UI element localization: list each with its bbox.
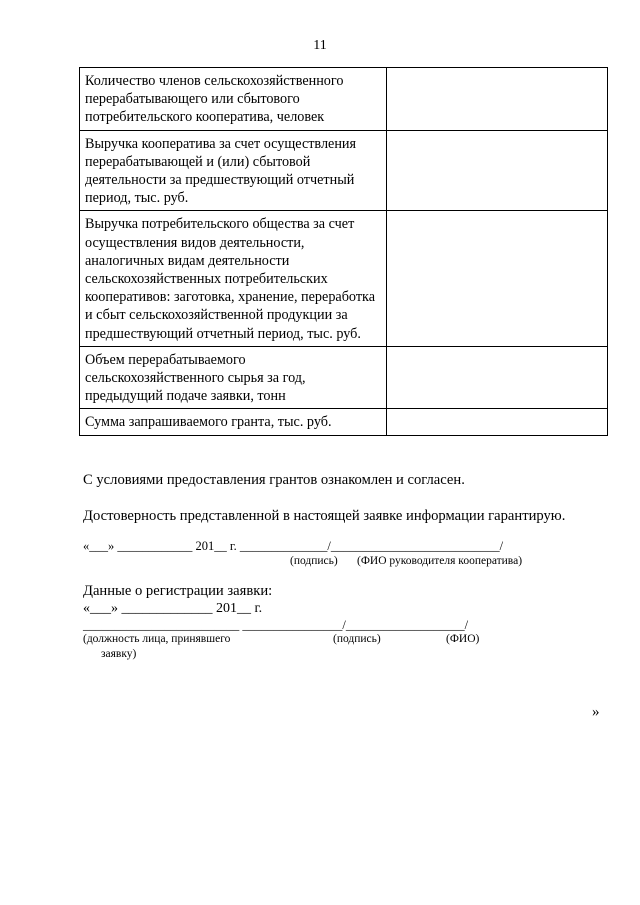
table-row bbox=[80, 130, 608, 211]
table-row bbox=[80, 346, 608, 409]
closing-quote-mark: » bbox=[592, 704, 600, 720]
row-value-members-count[interactable] bbox=[387, 68, 608, 131]
registration-signature-caption: (подпись) bbox=[333, 633, 381, 645]
guarantee-statement: Достоверность представленной в настоящей заявке информации гарантирую. bbox=[83, 508, 566, 524]
position-caption-continued: заявку) bbox=[101, 648, 137, 660]
table-row bbox=[80, 211, 608, 346]
page-number: 11 bbox=[313, 38, 327, 53]
row-label-cooperative-revenue: Выручка кооператива за счет осуществления перерабатывающей и (или) сбытовой деятельности за предшествующий отчетный период, тыс. руб. bbox=[80, 130, 387, 211]
signature-date-line[interactable]: «___» ____________ 201__ г. ______________/___________________________/ bbox=[83, 539, 504, 553]
position-caption: (должность лица, принявшего bbox=[83, 633, 231, 645]
registration-name-caption: (ФИО) bbox=[446, 633, 480, 645]
manager-name-caption: (ФИО руководителя кооператива) bbox=[357, 555, 523, 567]
row-value-raw-material-volume[interactable] bbox=[387, 346, 608, 409]
row-label-society-revenue: Выручка потребительского общества за счет осуществления видов деятельности, аналогичных видам деятельности сельскохозяйственных потребительских кооперативов: заготовка, хранение, переработка и сбыт сельскохозяйственной продукции за предшествующий отчетный период, тыс. руб. bbox=[80, 211, 387, 346]
row-value-society-revenue[interactable] bbox=[387, 211, 608, 346]
row-label-grant-amount: Сумма запрашиваемого гранта, тыс. руб. bbox=[80, 409, 387, 435]
table-row bbox=[80, 68, 608, 131]
row-value-cooperative-revenue[interactable] bbox=[387, 130, 608, 211]
agreement-statement: С условиями предоставления грантов ознакомлен и согласен. bbox=[83, 472, 465, 488]
registration-date-line[interactable]: «___» _____________ 201__ г. bbox=[83, 601, 263, 616]
signature-caption: (подпись) bbox=[290, 555, 338, 567]
row-label-members-count: Количество членов сельскохозяйственного перерабатывающего или сбытового потребительского кооператива, человек bbox=[80, 68, 387, 131]
table-row bbox=[80, 409, 608, 435]
registration-sign-line[interactable]: _________________________ ________________/___________________/ bbox=[83, 618, 469, 632]
application-data-table bbox=[79, 67, 608, 436]
row-label-raw-material-volume: Объем перерабатываемого сельскохозяйственного сырья за год, предыдущий подаче заявки, тонн bbox=[80, 346, 387, 409]
registration-title: Данные о регистрации заявки: bbox=[83, 583, 273, 599]
row-value-grant-amount[interactable] bbox=[387, 409, 608, 435]
